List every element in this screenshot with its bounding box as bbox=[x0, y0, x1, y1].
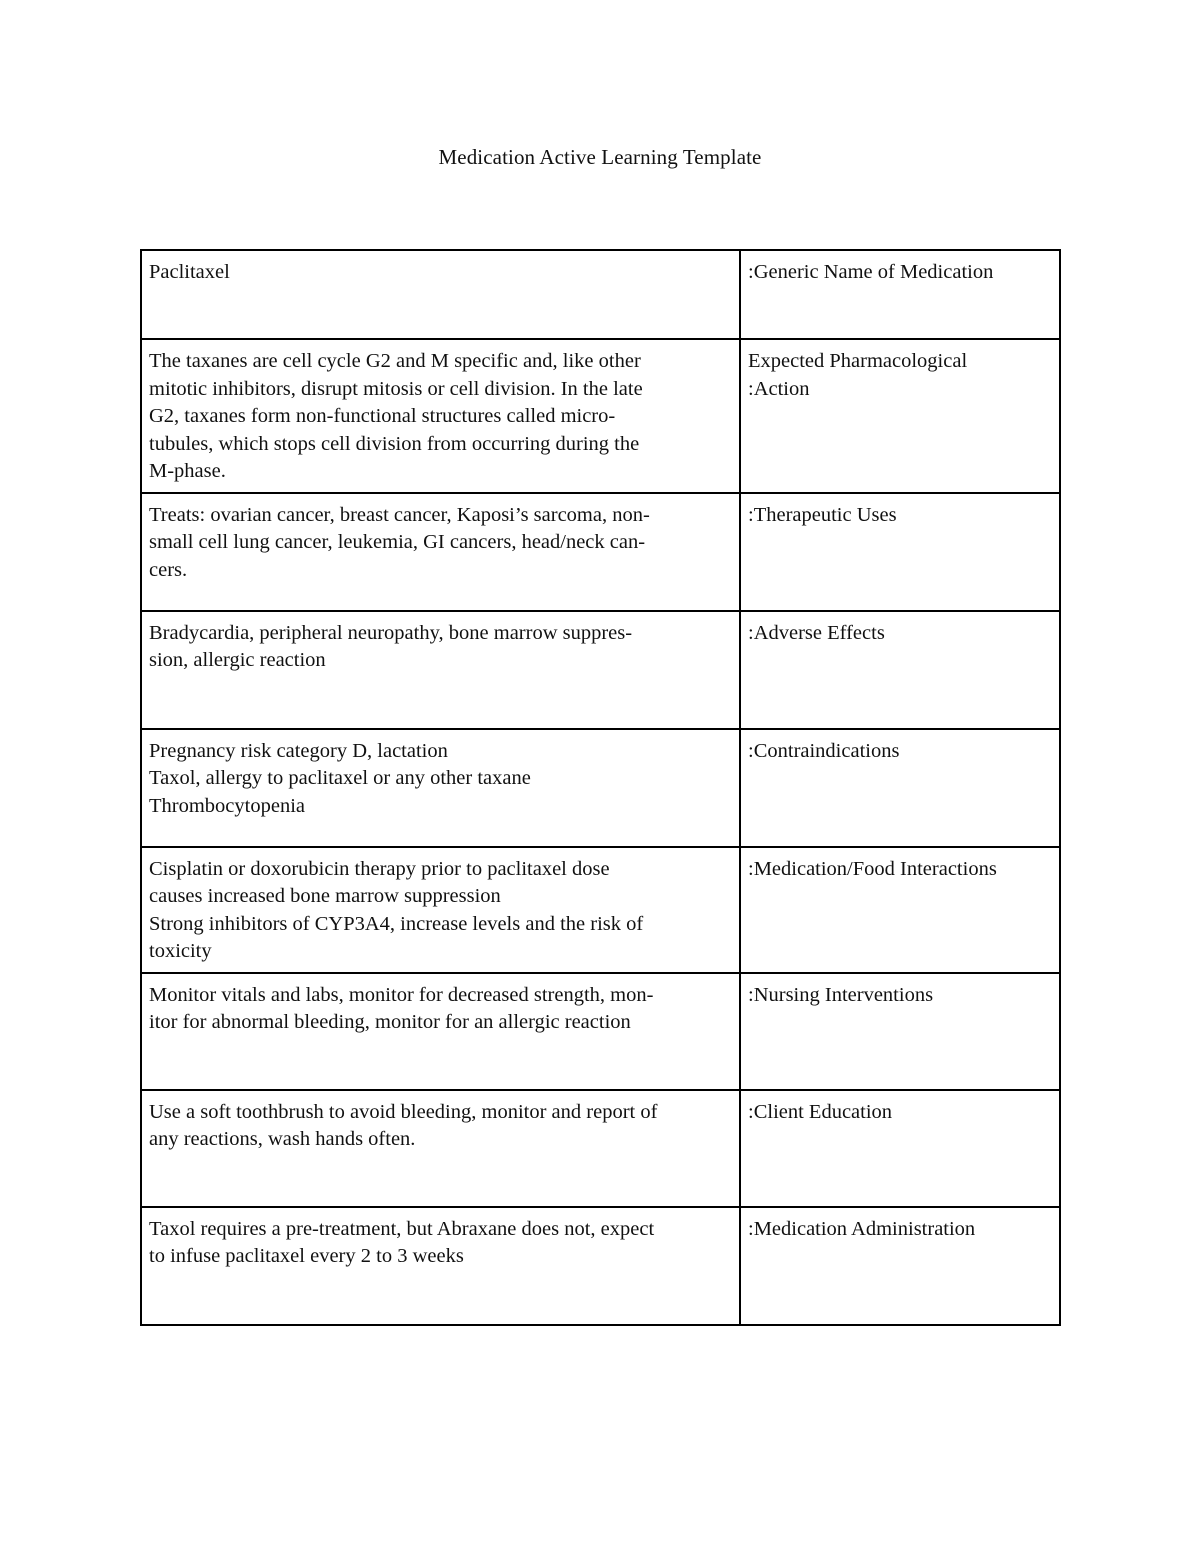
answer-text: mitotic inhibitors, disrupt mitosis or cell division. In the late bbox=[149, 377, 643, 400]
label-text: :Medication/Food Interactions bbox=[748, 857, 997, 880]
row-adverse-effects bbox=[141, 611, 1060, 729]
answer-text: Taxol, allergy to paclitaxel or any other taxane bbox=[149, 767, 531, 789]
answer-text: Thrombocytopenia bbox=[149, 794, 305, 817]
answer-text: toxicity bbox=[149, 940, 212, 962]
answer-text: Use a soft toothbrush to avoid bleeding, monitor and report of bbox=[149, 1100, 658, 1123]
label-cell-medication-administration bbox=[740, 1207, 1060, 1325]
answer-text: Cisplatin or doxorubicin therapy prior to paclitaxel dose bbox=[149, 857, 610, 880]
label-text: :Adverse Effects bbox=[748, 621, 885, 644]
answer-cell-pharmacological-action bbox=[141, 339, 740, 493]
row-contraindications bbox=[141, 729, 1060, 847]
answer-cell-medication-food-interactions bbox=[141, 847, 740, 973]
label-text: :Nursing Interventions bbox=[748, 983, 934, 1006]
label-cell-medication-food-interactions bbox=[740, 847, 1060, 973]
answer-cell-adverse-effects bbox=[141, 611, 740, 729]
label-cell-therapeutic-uses bbox=[740, 493, 1060, 611]
page-title: Medication Active Learning Template bbox=[438, 145, 762, 169]
answer-text: Paclitaxel bbox=[149, 261, 230, 283]
row-client-education bbox=[141, 1090, 1060, 1207]
answer-text: itor for abnormal bleeding, monitor for an allergic reaction bbox=[149, 1011, 631, 1033]
answer-cell-therapeutic-uses bbox=[141, 493, 740, 611]
label-cell-adverse-effects bbox=[740, 611, 1060, 729]
row-medication-administration bbox=[141, 1207, 1060, 1325]
answer-text: Taxol requires a pre-treatment, but Abraxane does not, expect bbox=[149, 1217, 655, 1240]
answer-text: G2, taxanes form non-functional structures called micro- bbox=[149, 405, 616, 427]
label-text: :Medication Administration bbox=[748, 1217, 976, 1240]
medication-template-table bbox=[140, 249, 1061, 1326]
label-cell-contraindications bbox=[740, 729, 1060, 847]
label-text: :Contraindications bbox=[748, 739, 900, 762]
label-cell-nursing-interventions bbox=[740, 973, 1060, 1090]
label-text: :Client Education bbox=[748, 1100, 893, 1123]
row-nursing-interventions bbox=[141, 973, 1060, 1090]
answer-text: M-phase. bbox=[149, 460, 226, 482]
answer-cell-contraindications bbox=[141, 729, 740, 847]
row-generic-name bbox=[141, 250, 1060, 339]
label-text: :Therapeutic Uses bbox=[748, 503, 897, 526]
label-text: :Generic Name of Medication bbox=[748, 261, 994, 283]
answer-cell-medication-administration bbox=[141, 1207, 740, 1325]
row-pharmacological-action bbox=[141, 339, 1060, 493]
answer-cell-generic-name bbox=[141, 250, 740, 339]
answer-text: Bradycardia, peripheral neuropathy, bone marrow suppres- bbox=[149, 621, 633, 644]
answer-text: Strong inhibitors of CYP3A4, increase levels and the risk of bbox=[149, 912, 644, 935]
row-medication-food-interactions bbox=[141, 847, 1060, 973]
label-text: Expected Pharmacological bbox=[748, 350, 968, 372]
label-cell-pharmacological-action bbox=[740, 339, 1060, 493]
answer-text: sion, allergic reaction bbox=[149, 649, 326, 671]
row-therapeutic-uses bbox=[141, 493, 1060, 611]
answer-cell-nursing-interventions bbox=[141, 973, 740, 1090]
answer-text: causes increased bone marrow suppression bbox=[149, 885, 501, 907]
answer-text: tubules, which stops cell division from occurring during the bbox=[149, 432, 640, 455]
label-cell-client-education bbox=[740, 1090, 1060, 1207]
answer-text: The taxanes are cell cycle G2 and M specific and, like other bbox=[149, 350, 641, 372]
answer-text: Treats: ovarian cancer, breast cancer, Kaposi’s sarcoma, non- bbox=[149, 503, 650, 526]
answer-text: cers. bbox=[149, 558, 188, 581]
answer-cell-client-education bbox=[141, 1090, 740, 1207]
label-cell-generic-name bbox=[740, 250, 1060, 339]
answer-text: Monitor vitals and labs, monitor for decreased strength, mon- bbox=[149, 983, 654, 1006]
label-text: :Action bbox=[748, 377, 810, 400]
answer-text: Pregnancy risk category D, lactation bbox=[149, 739, 448, 762]
answer-text: small cell lung cancer, leukemia, GI cancers, head/neck can- bbox=[149, 531, 646, 553]
answer-text: any reactions, wash hands often. bbox=[149, 1128, 416, 1150]
answer-text: to infuse paclitaxel every 2 to 3 weeks bbox=[149, 1245, 464, 1267]
